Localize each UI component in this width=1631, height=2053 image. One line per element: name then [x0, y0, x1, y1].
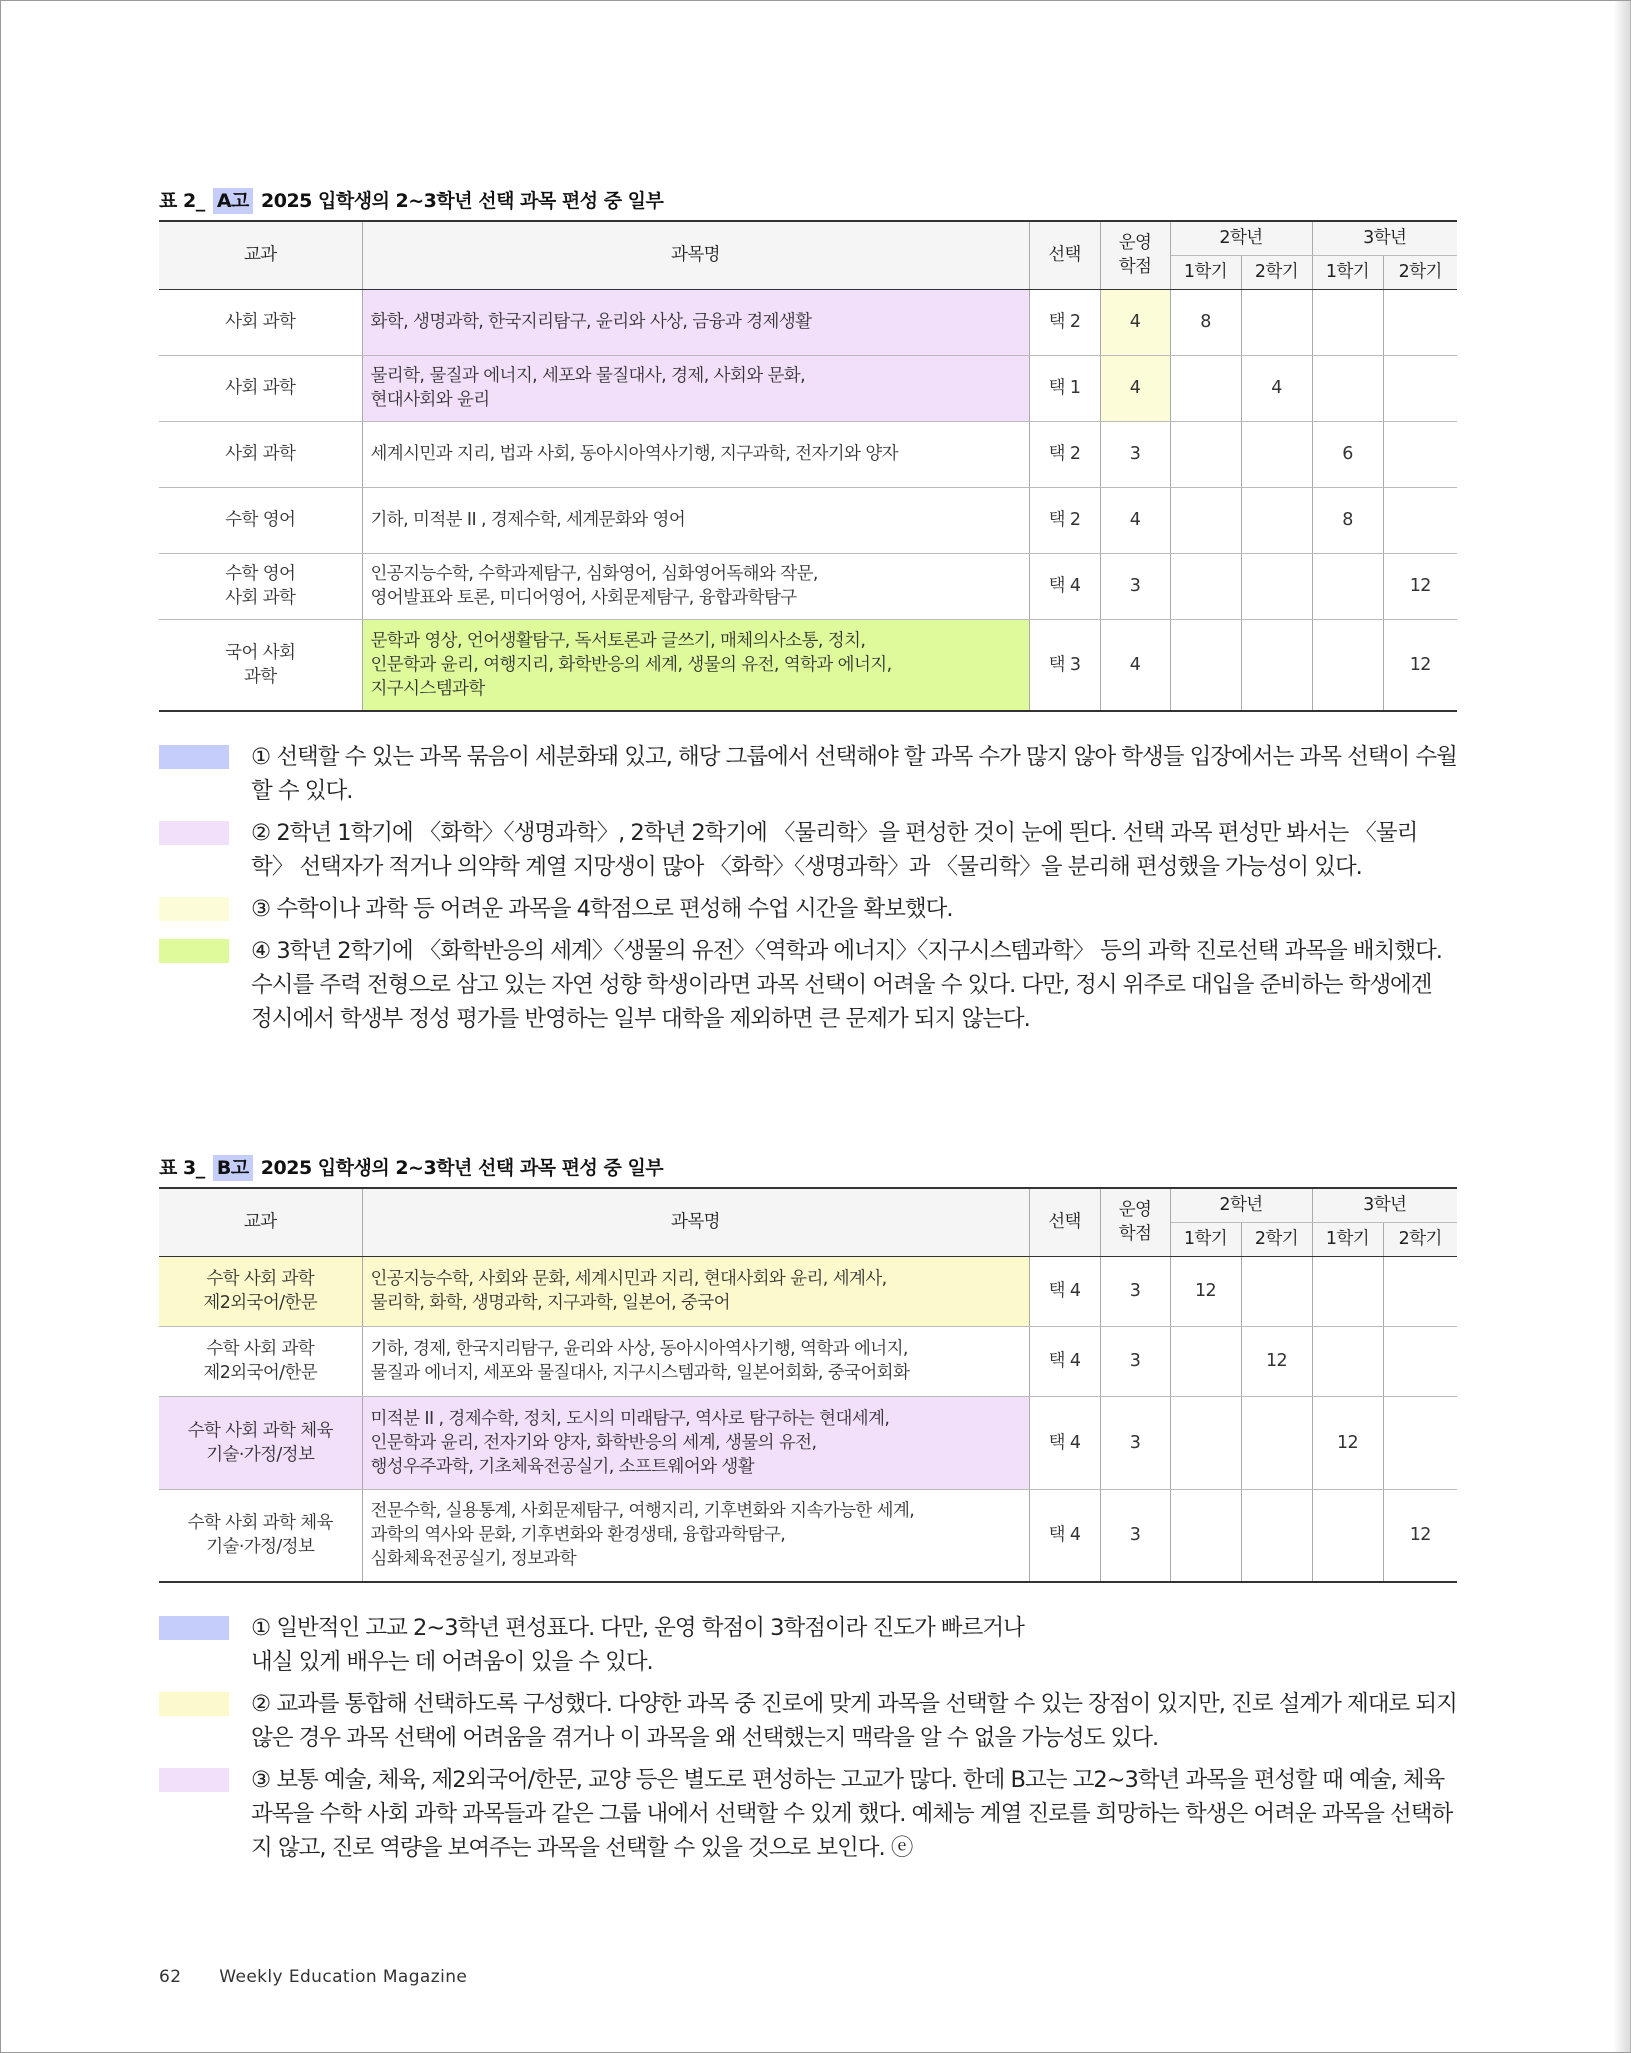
row-subjects: 문학과 영상, 언어생활탐구, 독서토론과 글쓰기, 매체의사소통, 정치, 인문학과 윤리, 여행지리, 화학반응의 세계, 생물의 유전, 역학과 에너지, 지구시스템과학 — [362, 619, 1029, 711]
header-g2-sem2: 2학기 — [1241, 1222, 1312, 1256]
row-g2s1: 12 — [1170, 1256, 1241, 1326]
note-item — [159, 892, 1457, 926]
header-choice: 선택 — [1029, 221, 1100, 289]
row-credits: 3 — [1100, 1396, 1170, 1489]
row-g3s2: 12 — [1383, 553, 1457, 619]
table2-title-prefix: 표 2_ — [159, 190, 205, 212]
row-g2s2 — [1241, 1489, 1312, 1582]
row-credits: 3 — [1100, 1256, 1170, 1326]
row-subjects: 물리학, 물질과 에너지, 세포와 물질대사, 경제, 사회와 문화, 현대사회와 윤리 — [362, 355, 1029, 421]
row-g2s1 — [1170, 421, 1241, 487]
row-subjects: 기하, 미적분 II , 경제수학, 세계문화와 영어 — [362, 487, 1029, 553]
row-g3s1: 6 — [1312, 421, 1383, 487]
table2-title — [159, 188, 1457, 214]
row-credits: 3 — [1100, 1326, 1170, 1396]
header-grade3: 3학년 — [1312, 221, 1457, 255]
table3-notes — [159, 1611, 1457, 1865]
header-g3-sem1: 1학기 — [1312, 255, 1383, 289]
header-credits: 운영 학점 — [1100, 221, 1170, 289]
row-choice: 택 2 — [1029, 487, 1100, 553]
legend-swatch-lime — [159, 939, 229, 963]
row-g2s1 — [1170, 355, 1241, 421]
header-subject-name: 과목명 — [362, 1188, 1029, 1256]
header-g3-sem2: 2학기 — [1383, 1222, 1457, 1256]
row-group: 수학 영어 — [159, 487, 362, 553]
row-subjects: 세계시민과 지리, 법과 사회, 동아시아역사기행, 지구과학, 전자기와 양자 — [362, 421, 1029, 487]
row-choice: 택 3 — [1029, 619, 1100, 711]
row-g3s1 — [1312, 1489, 1383, 1582]
row-group: 사회 과학 — [159, 289, 362, 355]
table3 — [159, 1187, 1457, 1583]
row-g2s1 — [1170, 619, 1241, 711]
page-number: 62 — [159, 1967, 182, 1987]
table-row — [159, 619, 1457, 711]
row-group: 사회 과학 — [159, 421, 362, 487]
header-grade2: 2학년 — [1170, 1188, 1312, 1222]
row-subjects: 미적분 II , 경제수학, 정치, 도시의 미래탐구, 역사로 탐구하는 현대세계, 인문학과 윤리, 전자기와 양자, 화학반응의 세계, 생물의 유전, 행성우주과학, 기초체육전공실기, 소프트웨어와 생활 — [362, 1396, 1029, 1489]
row-choice: 택 2 — [1029, 421, 1100, 487]
row-g3s1 — [1312, 1326, 1383, 1396]
table-row — [159, 289, 1457, 355]
row-g3s1 — [1312, 619, 1383, 711]
note-item — [159, 816, 1457, 884]
row-group: 수학 사회 과학 제2외국어/한문 — [159, 1326, 362, 1396]
row-subjects: 인공지능수학, 수학과제탐구, 심화영어, 심화영어독해와 작문, 영어발표와 토론, 미디어영어, 사회문제탐구, 융합과학탐구 — [362, 553, 1029, 619]
row-group: 사회 과학 — [159, 355, 362, 421]
header-g2-sem1: 1학기 — [1170, 255, 1241, 289]
row-credits: 4 — [1100, 289, 1170, 355]
legend-swatch-blue — [159, 745, 229, 769]
row-g2s2 — [1241, 289, 1312, 355]
row-g3s1 — [1312, 289, 1383, 355]
table3-section — [159, 1155, 1457, 1873]
row-subjects: 전문수학, 실용통계, 사회문제탐구, 여행지리, 기후변화와 지속가능한 세계, 과학의 역사와 문화, 기후변화와 환경생태, 융합과학탐구, 심화체육전공실기, 정보과학 — [362, 1489, 1029, 1582]
header-g3-sem2: 2학기 — [1383, 255, 1457, 289]
note-item — [159, 1687, 1457, 1755]
page-edge-shadow — [1613, 0, 1631, 2053]
header-subject-group: 교과 — [159, 1188, 362, 1256]
row-g3s2 — [1383, 487, 1457, 553]
page-footer — [159, 1967, 499, 1987]
header-grade2: 2학년 — [1170, 221, 1312, 255]
note-item — [159, 934, 1457, 1036]
note-text: ③ 보통 예술, 체육, 제2외국어/한문, 교양 등은 별도로 편성하는 고교가 많다. 한데 B고는 고2~3학년 과목을 편성할 때 예술, 체육 과목을 수학 사회 과학 과목들과 같은 그룹 내에서 선택할 수 있게 했다. 예체능 계열 진로를 희망하는 학생은 어려운 과목을 선택하지 않고, 진로 역량을 보여주는 과목을 선택할 수 있을 것으로 보인다. ⓔ — [251, 1767, 1453, 1861]
row-g3s1: 12 — [1312, 1396, 1383, 1489]
table-row — [159, 553, 1457, 619]
row-subjects: 인공지능수학, 사회와 문화, 세계시민과 지리, 현대사회와 윤리, 세계사, 물리학, 화학, 생명과학, 지구과학, 일본어, 중국어 — [362, 1256, 1029, 1326]
note-text: ① 선택할 수 있는 과목 묶음이 세분화돼 있고, 해당 그룹에서 선택해야 할 과목 수가 많지 않아 학생들 입장에서는 과목 선택이 수월할 수 있다. — [251, 744, 1457, 804]
row-g2s1 — [1170, 1326, 1241, 1396]
table2-section — [159, 188, 1457, 1044]
row-g2s2 — [1241, 619, 1312, 711]
legend-swatch-blue — [159, 1616, 229, 1640]
note-text: ② 교과를 통합해 선택하도록 구성했다. 다양한 과목 중 진로에 맞게 과목을 선택할 수 있는 장점이 있지만, 진로 설계가 제대로 되지 않은 경우 과목 선택에 어려움을 겪거나 이 과목을 왜 선택했는지 맥락을 알 수 없을 가능성도 있다. — [251, 1691, 1457, 1751]
header-credits: 운영 학점 — [1100, 1188, 1170, 1256]
header-grade3: 3학년 — [1312, 1188, 1457, 1222]
row-group: 수학 영어 사회 과학 — [159, 553, 362, 619]
row-g3s2 — [1383, 1396, 1457, 1489]
row-g2s2: 4 — [1241, 355, 1312, 421]
row-g2s1 — [1170, 553, 1241, 619]
row-g3s1 — [1312, 1256, 1383, 1326]
row-g2s2 — [1241, 421, 1312, 487]
row-g3s1 — [1312, 553, 1383, 619]
header-g2-sem2: 2학기 — [1241, 255, 1312, 289]
table-row — [159, 421, 1457, 487]
note-item — [159, 1611, 1457, 1679]
row-credits: 4 — [1100, 619, 1170, 711]
note-text: ④ 3학년 2학기에 〈화학반응의 세계〉〈생물의 유전〉〈역학과 에너지〉〈지구시스템과학〉 등의 과학 진로선택 과목을 배치했다. 수시를 주력 전형으로 삼고 있는 자연 성향 학생이라면 과목 선택이 어려울 수 있다. 다만, 정시 위주로 대입을 준비하는 학생에겐 정시에서 학생부 정성 평가를 반영하는 일부 대학을 제외하면 큰 문제가 되지 않는다. — [251, 938, 1442, 1032]
note-text: ③ 수학이나 과학 등 어려운 과목을 4학점으로 편성해 수업 시간을 확보했다. — [251, 896, 953, 922]
row-credits: 3 — [1100, 1489, 1170, 1582]
header-g2-sem1: 1학기 — [1170, 1222, 1241, 1256]
row-group: 수학 사회 과학 제2외국어/한문 — [159, 1256, 362, 1326]
table3-school-tag: B고 — [213, 1155, 253, 1181]
note-item — [159, 1763, 1457, 1865]
table2-title-text: 2025 입학생의 2~3학년 선택 과목 편성 중 일부 — [261, 190, 664, 212]
row-choice: 택 4 — [1029, 1489, 1100, 1582]
row-subjects: 화학, 생명과학, 한국지리탐구, 윤리와 사상, 금융과 경제생활 — [362, 289, 1029, 355]
row-choice: 택 4 — [1029, 553, 1100, 619]
row-group: 국어 사회 과학 — [159, 619, 362, 711]
row-choice: 택 4 — [1029, 1256, 1100, 1326]
table2 — [159, 220, 1457, 712]
row-g2s2 — [1241, 553, 1312, 619]
row-choice: 택 1 — [1029, 355, 1100, 421]
table2-school-tag: A고 — [213, 188, 253, 214]
row-g3s1 — [1312, 355, 1383, 421]
row-credits: 4 — [1100, 487, 1170, 553]
row-choice: 택 4 — [1029, 1396, 1100, 1489]
header-subject-group: 교과 — [159, 221, 362, 289]
row-g2s1 — [1170, 487, 1241, 553]
row-g2s2 — [1241, 1256, 1312, 1326]
row-g2s1 — [1170, 1489, 1241, 1582]
table3-title-prefix: 표 3_ — [159, 1157, 205, 1179]
row-group: 수학 사회 과학 체육 기술·가정/정보 — [159, 1396, 362, 1489]
note-text: ① 일반적인 고교 2~3학년 편성표다. 다만, 운영 학점이 3학점이라 진도가 빠르거나 내실 있게 배우는 데 어려움이 있을 수 있다. — [251, 1615, 1024, 1675]
row-g3s2 — [1383, 355, 1457, 421]
row-subjects: 기하, 경제, 한국지리탐구, 윤리와 사상, 동아시아역사기행, 역학과 에너지, 물질과 에너지, 세포와 물질대사, 지구시스템과학, 일본어회화, 중국어회화 — [362, 1326, 1029, 1396]
row-choice: 택 4 — [1029, 1326, 1100, 1396]
legend-swatch-yellow — [159, 897, 229, 921]
row-g3s2 — [1383, 1326, 1457, 1396]
row-g3s2 — [1383, 289, 1457, 355]
table3-title-text: 2025 입학생의 2~3학년 선택 과목 편성 중 일부 — [260, 1157, 664, 1179]
row-g2s1 — [1170, 1396, 1241, 1489]
row-g2s2 — [1241, 1396, 1312, 1489]
header-subject-name: 과목명 — [362, 221, 1029, 289]
table-row — [159, 1396, 1457, 1489]
row-g2s2 — [1241, 487, 1312, 553]
row-g2s2: 12 — [1241, 1326, 1312, 1396]
legend-swatch-yellow — [159, 1692, 229, 1716]
row-g3s1: 8 — [1312, 487, 1383, 553]
table-row — [159, 1489, 1457, 1582]
row-g2s1: 8 — [1170, 289, 1241, 355]
row-g3s2 — [1383, 1256, 1457, 1326]
row-credits: 4 — [1100, 355, 1170, 421]
note-text: ② 2학년 1학기에 〈화학〉〈생명과학〉, 2학년 2학기에 〈물리학〉을 편성한 것이 눈에 띈다. 선택 과목 편성만 봐서는 〈물리학〉 선택자가 적거나 의약학 계열 지망생이 많아 〈화학〉〈생명과학〉과 〈물리학〉을 분리해 편성했을 가능성이 있다. — [251, 820, 1418, 880]
row-group: 수학 사회 과학 체육 기술·가정/정보 — [159, 1489, 362, 1582]
table-row — [159, 1256, 1457, 1326]
legend-swatch-pink — [159, 1768, 229, 1792]
table2-notes — [159, 740, 1457, 1036]
header-choice: 선택 — [1029, 1188, 1100, 1256]
legend-swatch-pink — [159, 821, 229, 845]
row-choice: 택 2 — [1029, 289, 1100, 355]
row-g3s2: 12 — [1383, 619, 1457, 711]
table-row — [159, 1326, 1457, 1396]
note-item — [159, 740, 1457, 808]
table-row — [159, 487, 1457, 553]
table3-title — [159, 1155, 1457, 1181]
row-credits: 3 — [1100, 553, 1170, 619]
row-credits: 3 — [1100, 421, 1170, 487]
row-g3s2: 12 — [1383, 1489, 1457, 1582]
magazine-name: Weekly Education Magazine — [219, 1967, 468, 1987]
header-g3-sem1: 1학기 — [1312, 1222, 1383, 1256]
row-g3s2 — [1383, 421, 1457, 487]
table-row — [159, 355, 1457, 421]
